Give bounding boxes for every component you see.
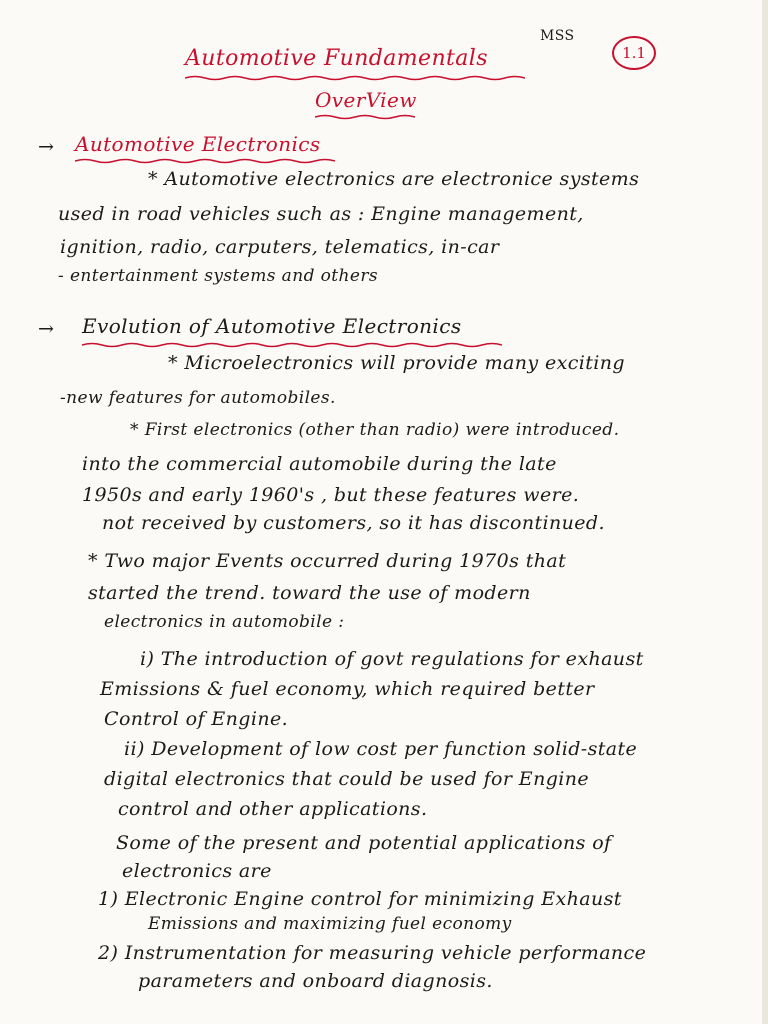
body-line: Control of Engine. [104, 708, 289, 730]
page-title: Automotive Fundamentals [185, 46, 488, 71]
section-heading-evolution: Evolution of Automotive Electronics [82, 314, 462, 338]
body-line: ii) Development of low cost per function solid-state [124, 738, 638, 760]
body-line: started the trend. toward the use of modern [88, 582, 531, 604]
body-line: used in road vehicles such as : Engine management, [58, 203, 584, 225]
bullet-arrow-2: → [38, 318, 55, 340]
body-line: * First electronics (other than radio) were introduced. [130, 420, 620, 440]
body-line: * Two major Events occurred during 1970s that [88, 550, 567, 572]
body-line: digital electronics that could be used for Engine [104, 768, 590, 790]
body-line: -new features for automobiles. [60, 388, 336, 408]
body-line: electronics are [122, 860, 272, 882]
body-line: Some of the present and potential applications of [116, 832, 612, 854]
section-heading-automotive-electronics: Automotive Electronics [75, 132, 321, 156]
section1-underline [75, 158, 335, 164]
title-underline [185, 75, 525, 81]
section2-underline [82, 342, 502, 348]
body-line: * Automotive electronics are electronice systems [148, 168, 640, 190]
body-line: 1) Electronic Engine control for minimizing Exhaust [98, 888, 622, 910]
body-line: Emissions & fuel economy, which required better [100, 678, 595, 700]
body-line: electronics in automobile : [104, 612, 345, 632]
body-line: control and other applications. [118, 798, 428, 820]
body-line: Emissions and maximizing fuel economy [148, 914, 512, 934]
body-line: parameters and onboard diagnosis. [138, 970, 493, 992]
bullet-arrow-1: → [38, 136, 55, 158]
body-line: into the commercial automobile during the late [82, 453, 557, 475]
body-line: ignition, radio, carputers, telematics, in-car [60, 236, 500, 258]
subtitle-underline [315, 114, 415, 120]
body-line: - entertainment systems and others [58, 266, 378, 286]
page-number-badge [612, 36, 656, 70]
body-line: not received by customers, so it has discontinued. [102, 512, 605, 534]
page-subtitle: OverView [315, 88, 417, 112]
body-line: * Microelectronics will provide many exciting [168, 352, 625, 374]
author-initials: MSS [540, 28, 575, 44]
page-number: 1.1 [622, 44, 646, 62]
page-edge [762, 0, 768, 1024]
body-line: i) The introduction of govt regulations for exhaust [140, 648, 644, 670]
body-line: 2) Instrumentation for measuring vehicle performance [98, 942, 647, 964]
body-line: 1950s and early 1960's , but these features were. [82, 484, 580, 506]
